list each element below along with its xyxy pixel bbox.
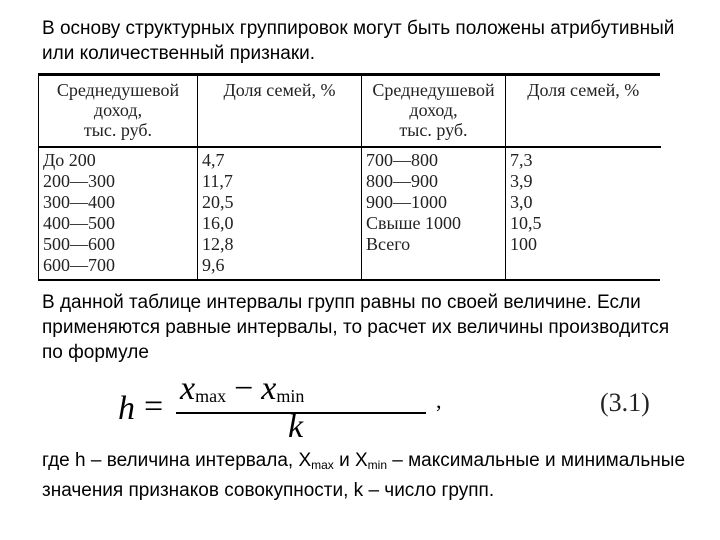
explanation-paragraph: В данной таблице интервалы групп равны по своей величине. Если применяются равные интервалы, то расчет их величины производится по формуле [42, 292, 670, 363]
formula-lhs: h [118, 390, 135, 427]
equation-number: (3.1) [600, 388, 650, 417]
table-row [39, 147, 661, 279]
table-header-row [39, 76, 661, 147]
header-income-2: Среднедушевой доход, тыс. руб. [362, 76, 506, 147]
legend-paragraph: где h – величина интервала, $X_{max}$ и $X_{min}$ – максимальные и минимальные значения признаков совокупности, k – число групп. [42, 450, 686, 501]
interval-formula [118, 370, 442, 445]
formula-comma: , [436, 388, 442, 413]
formula-numerator: $x_{max} - x_{min}$ [180, 370, 305, 407]
income-column-1: До 200 200—300 300—400 400—500 500—600 600—700 [39, 147, 198, 279]
income-column-2: 700—800 800—900 900—1000 Свыше 1000 Всего [362, 147, 506, 279]
header-share-2: Доля семей, % [506, 76, 661, 147]
intro-paragraph: В основу структурных группировок могут быть положены атрибутивный или количественный признаки. [42, 18, 675, 64]
formula-denominator: k [288, 408, 304, 445]
share-column-1: 4,7 11,7 20,5 16,0 12,8 9,6 [198, 147, 362, 279]
header-income-1: Среднедушевой доход, тыс. руб. [39, 76, 198, 147]
income-distribution-table [38, 73, 660, 281]
header-share-1: Доля семей, % [198, 76, 362, 147]
share-column-2: 7,3 3,9 3,0 10,5 100 [506, 147, 661, 279]
formula-equals: = [144, 388, 164, 425]
